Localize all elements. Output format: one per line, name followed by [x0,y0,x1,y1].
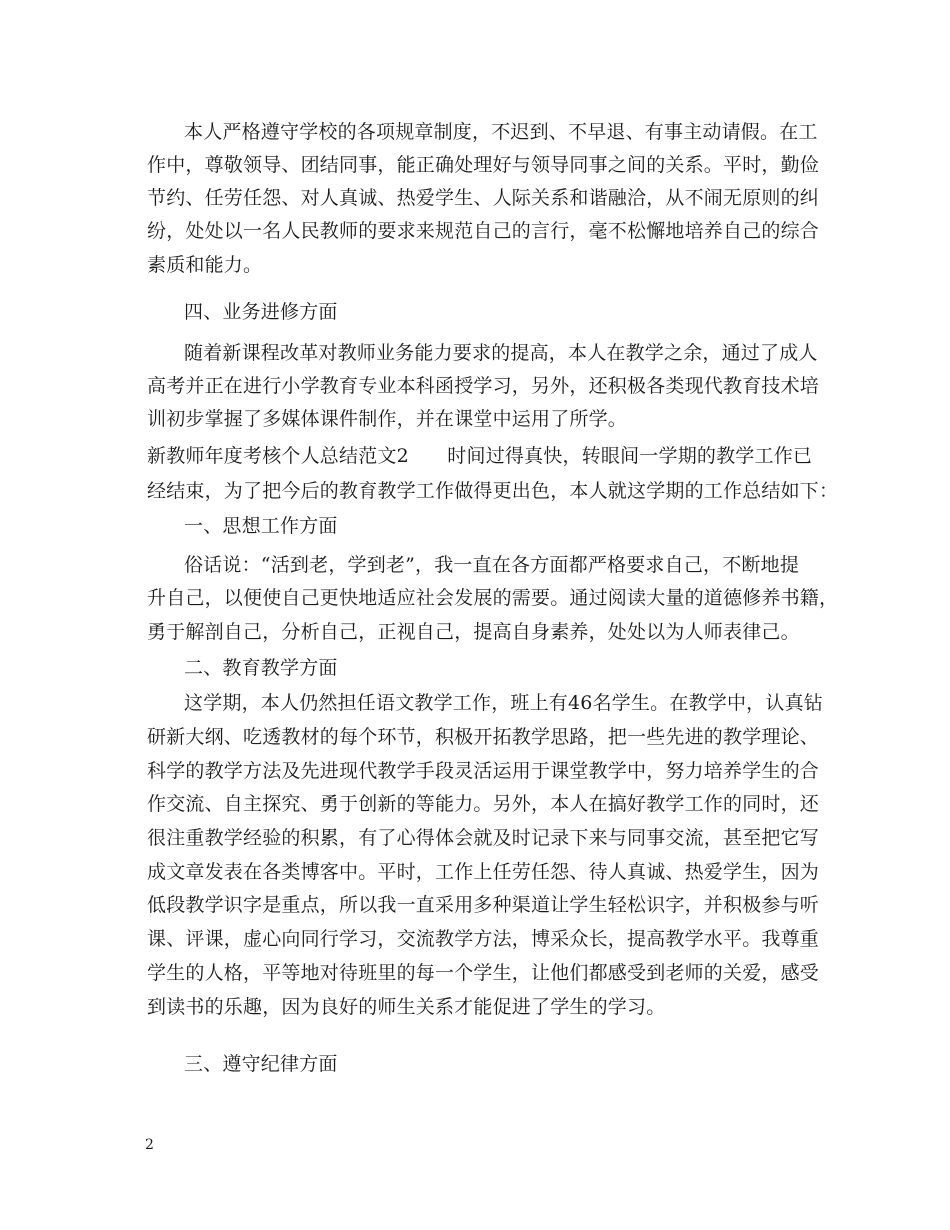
body-line: 升自己，以便使自己更快地适应社会发展的需要。通过阅读大量的道德修养书籍， [147,587,839,609]
body-line: 作中，尊敬领导、团结同事，能正确处理好与领导同事之间的关系。平时，勤俭 [147,154,820,176]
body-line: 高考并正在进行小学教育专业本科函授学习，另外，还积极各类现代教育技术培 [147,375,820,397]
body-line: 俗话说：“活到老，学到老”，我一直在各方面都严格要求自己，不断地提 [184,554,800,576]
body-line: 学生的人格，平等地对待班里的每一个学生，让他们都感受到老师的关爱，感受 [147,962,820,984]
section-heading: 四、业务进修方面 [184,301,338,323]
section-heading: 一、思想工作方面 [184,515,338,537]
section-heading: 三、遵守纪律方面 [184,1053,338,1075]
body-line: 课、评课，虚心向同行学习，交流教学方法，博采众长，提高教学水平。我尊重 [147,928,820,950]
body-line: 科学的教学方法及先进现代教学手段灵活运用于课堂教学中，努力培养学生的合 [147,760,820,782]
body-line: 素质和能力。 [147,254,263,276]
body-line: 研新大纲、吃透教材的每个环节，积极开拓教学思路，把一些先进的教学理论、 [147,726,820,748]
body-line: 成文章发表在各类博客中。平时，工作上任劳任怨、待人真诚、热爱学生，因为 [147,861,820,883]
body-line: 很注重教学经验的积累，有了心得体会就及时记录下来与同事交流，甚至把它写 [147,827,820,849]
section-heading: 二、教育教学方面 [184,657,338,679]
body-line: 这学期，本人仍然担任语文教学工作，班上有46名学生。在教学中，认真钻 [184,692,823,714]
body-line: 经结束，为了把今后的教育教学工作做得更出色，本人就这学期的工作总结如下： [147,480,839,502]
body-line: 勇于解剖自己，分析自己，正视自己，提高自身素养，处处以为人师表律己。 [147,621,800,643]
page-number: 2 [145,1137,154,1153]
body-line: 本人严格遵守学校的各项规章制度，不迟到、不早退、有事主动请假。在工 [184,121,818,143]
body-line: 纷，处处以一名人民教师的要求来规范自己的言行，毫不松懈地培养自己的综合 [147,220,820,242]
body-line: 低段教学识字是重点，所以我一直采用多种渠道让学生轻松识字，并积极参与听 [147,894,820,916]
body-line: 随着新课程改革对教师业务能力要求的提高，本人在教学之余，通过了成人 [184,342,818,364]
body-line: 作交流、自主探究、勇于创新的等能力。另外，本人在搞好教学工作的同时，还 [147,793,820,815]
body-line: 节约、任劳任怨、对人真诚、热爱学生、人际关系和谐融洽，从不闹无原则的纠 [147,187,820,209]
body-line: 到读书的乐趣，因为良好的师生关系才能促进了学生的学习。 [147,996,666,1018]
article-title-line: 新教师年度考核个人总结范文2 时间过得真快，转眼间一学期的教学工作已 [147,445,813,467]
body-line: 训初步掌握了多媒体课件制作，并在课堂中运用了所学。 [147,408,628,430]
